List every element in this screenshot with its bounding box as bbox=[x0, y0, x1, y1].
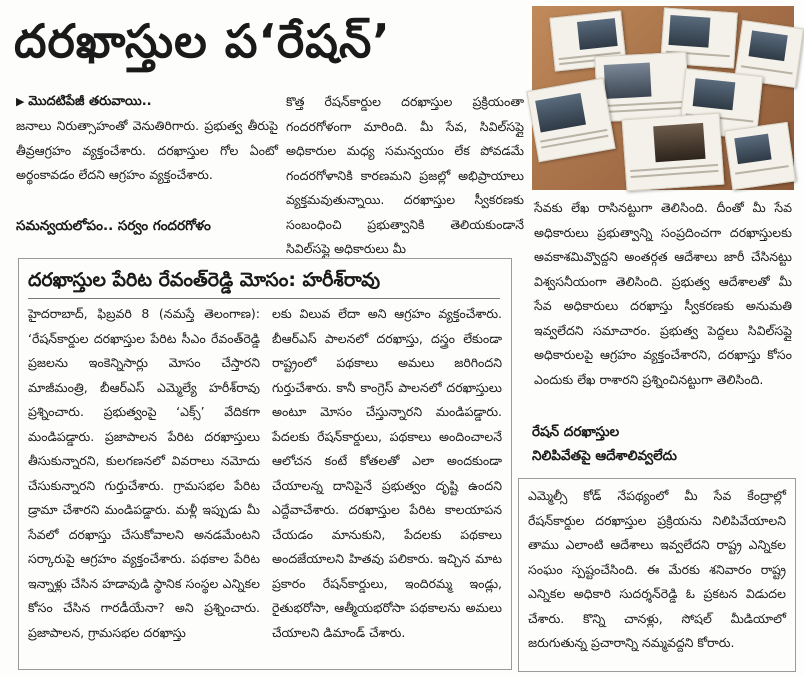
headline: దరఖాస్తుల ప‘రేషన్’ bbox=[14, 14, 391, 68]
story-column-1: హైదరాబాద్, ఫిబ్రవరి 8 (నమస్తే తెలంగాణ): ‘రేషన్‌కార్డుల దరఖాస్తుల పేరిట సీఎం రేవంత్‌రెడ్డి ప్రజలను ఇంకెన్నిసార్లు మోసం చేస్తారని మాజీమంత్రి, బీఆర్‌ఎస్ ఎమ్మెల్యే హరీశ్‌రావు ప్రశ్నించారు. ప్రభుత్వంపై ‘ఎక్స్’ వేదికగా మండిపడ్డారు. ప్రజాపాలన పేరిట దరఖాస్తులు తీసుకున్నారని, కులగణనలో వివరాలు నమోదు చేసుకున్నారని గుర్తుచేశారు. గ్రామసభల పేరిట డ్రామా చేశారని మండిపడ్డారు. మళ్లీ ఇప్పుడు మీ సేవలో దరఖాస్తు చేసుకోవాలని అనడమేంటని సర్కారుపై ఆగ్రహం వ్యక్తంచేశారు. పథకాల పేరిట ఇన్నాళ్లు చేసిన హడావుడి స్థానిక సంస్థల ఎన్నికల కోసం చేసిన గారడీయేనా? అని ప్రశ్నించారు. ప్రజాపాలన, గ్రామసభల దరఖాస్తు bbox=[28, 306, 260, 640]
left-subhead: సమన్వయలోపం.. సర్వం గందరగోళం bbox=[16, 218, 211, 234]
middle-column-body: కొత్త రేషన్‌కార్డుల దరఖాస్తుల ప్రక్రియంతా గందరగోళంగా మారింది. మీ సేవ, సివిల్‌సప్లై అధికారుల మధ్య సమన్వయం లేక పోవడమే గందరగోళానికి కారణమని ప్రజల్లో అభిప్రాయాలు వ్యక్తమవుతున్నాయి. దరఖాస్తుల స్వీకరణకు సంబంధించి ప్రభుత్వానికి తెలియకుండానే సివిల్‌సప్లై అధికారులు మీ bbox=[286, 94, 524, 256]
title-divider bbox=[28, 298, 500, 299]
right-subhead-line2: నిలిపివేతపై ఆదేశాలివ్వలేదు bbox=[532, 448, 677, 464]
paragraph: జనాలు నిరుత్సాహంతో వెనుతిరిగారు. ప్రభుత్వ తీరుపై తీవ్రఆగ్రహం వ్యక్తంచేశారు. దరఖాస్తుల గోల ఏంటో అర్థంకావడం లేదని ఆగ్రహం వ్యక్తంచేశారు. bbox=[16, 118, 278, 182]
ration-cards-photo bbox=[532, 6, 794, 190]
arrow-icon: ▶ bbox=[16, 95, 29, 108]
ec-clarification-text: ఎమ్మెల్సీ కోడ్ నేపథ్యంలో మీ సేవ కేంద్రాల్లో రేషన్‌కార్డుల దరఖాస్తుల ప్రక్రియను నిలిపివేయాలని తాము ఎలాంటి ఆదేశాలు ఇవ్వలేదని రాష్ట్ర ఎన్నికల సంఘం స్పష్టంచేసింది. ఈ మేరకు శనివారం రాష్ట్ర ఎన్నికల అధికారి సుదర్శన్‌రెడ్డి ఓ ప్రకటన విడుదల చేశారు. కొన్ని చానళ్లు, సోషల్ మీడియాలో జరుగుతున్న ప్రచారాన్ని నమ్మవద్దని కోరారు. bbox=[528, 488, 786, 650]
right-subhead-line1: రేషన్ దరఖాస్తుల bbox=[532, 424, 620, 440]
story-column-2: లకు విలువ లేదా అని ఆగ్రహం వ్యక్తంచేశారు. బీఆర్‌ఎస్ పాలనలో దరఖాస్తు, దస్త్రం లేకుండా రాష్ట్రంలో పథకాలు అమలు జరిగిందని గుర్తుచేశారు. కానీ కాంగ్రెస్ పాలనలో దరఖాస్తులు అంటూ మోసం చేస్తున్నారని మండిపడ్డారు. పేదలకు రేషన్‌కార్డులు, పథకాలు అందించాలనే ఆలోచన కంటే కోతలతో ఎలా అందకుండా చేయాలన్న దానిపైనే ప్రభుత్వం దృష్టి ఉందని ఎద్దేవాచేశారు. దరఖాస్తుల పేరిట కాలయాపన చేయడం మానుకుని, పేదలకు పథకాలు అందజేయాలని హితవు పలికారు. ఇచ్చిన మాట ప్రకారం రేషన్‌కార్డులు, ఇందిరమ్మ ఇండ్లు, రైతుభరోసా, ఆత్మీయభరోసా పథకాలను అమలు చేయాలని డిమాండ్ చేశారు. bbox=[272, 306, 502, 640]
continued-from-label: ▶ మొదటిపేజీ తరువాయి.. bbox=[16, 94, 152, 109]
left-column-body bbox=[16, 114, 278, 210]
right-column-body: సేవకు లేఖ రాసినట్టుగా తెలిసింది. దీంతో మీ సేవ అధికారులు ప్రభుత్వాన్ని సంప్రదించగా దరఖాస్తులకు అవకాశమివ్వొద్దని అంతర్గత ఆదేశాలు జారీ చేసినట్టు విశ్వసనీయంగా తెలిసింది. ప్రభుత్వ ఆదేశాలతో మీ సేవ అధికారులు దరఖాస్తు స్వీకరణకు అనుమతి ఇవ్వలేదని సమాచారం. ప్రభుత్వ పెద్దలు సివిల్‌సప్లై అధికారులపై ఆగ్రహం వ్యక్తంచేశారని, దరఖాస్తు కోసం ఎందుకు లేఖ రాశారని ప్రశ్నించినట్టుగా తెలిసింది. bbox=[534, 200, 792, 387]
story-title: దరఖాస్తుల పేరిట రేవంత్‌రెడ్డి మోసం: హరీశ్‌రావు bbox=[28, 269, 381, 291]
